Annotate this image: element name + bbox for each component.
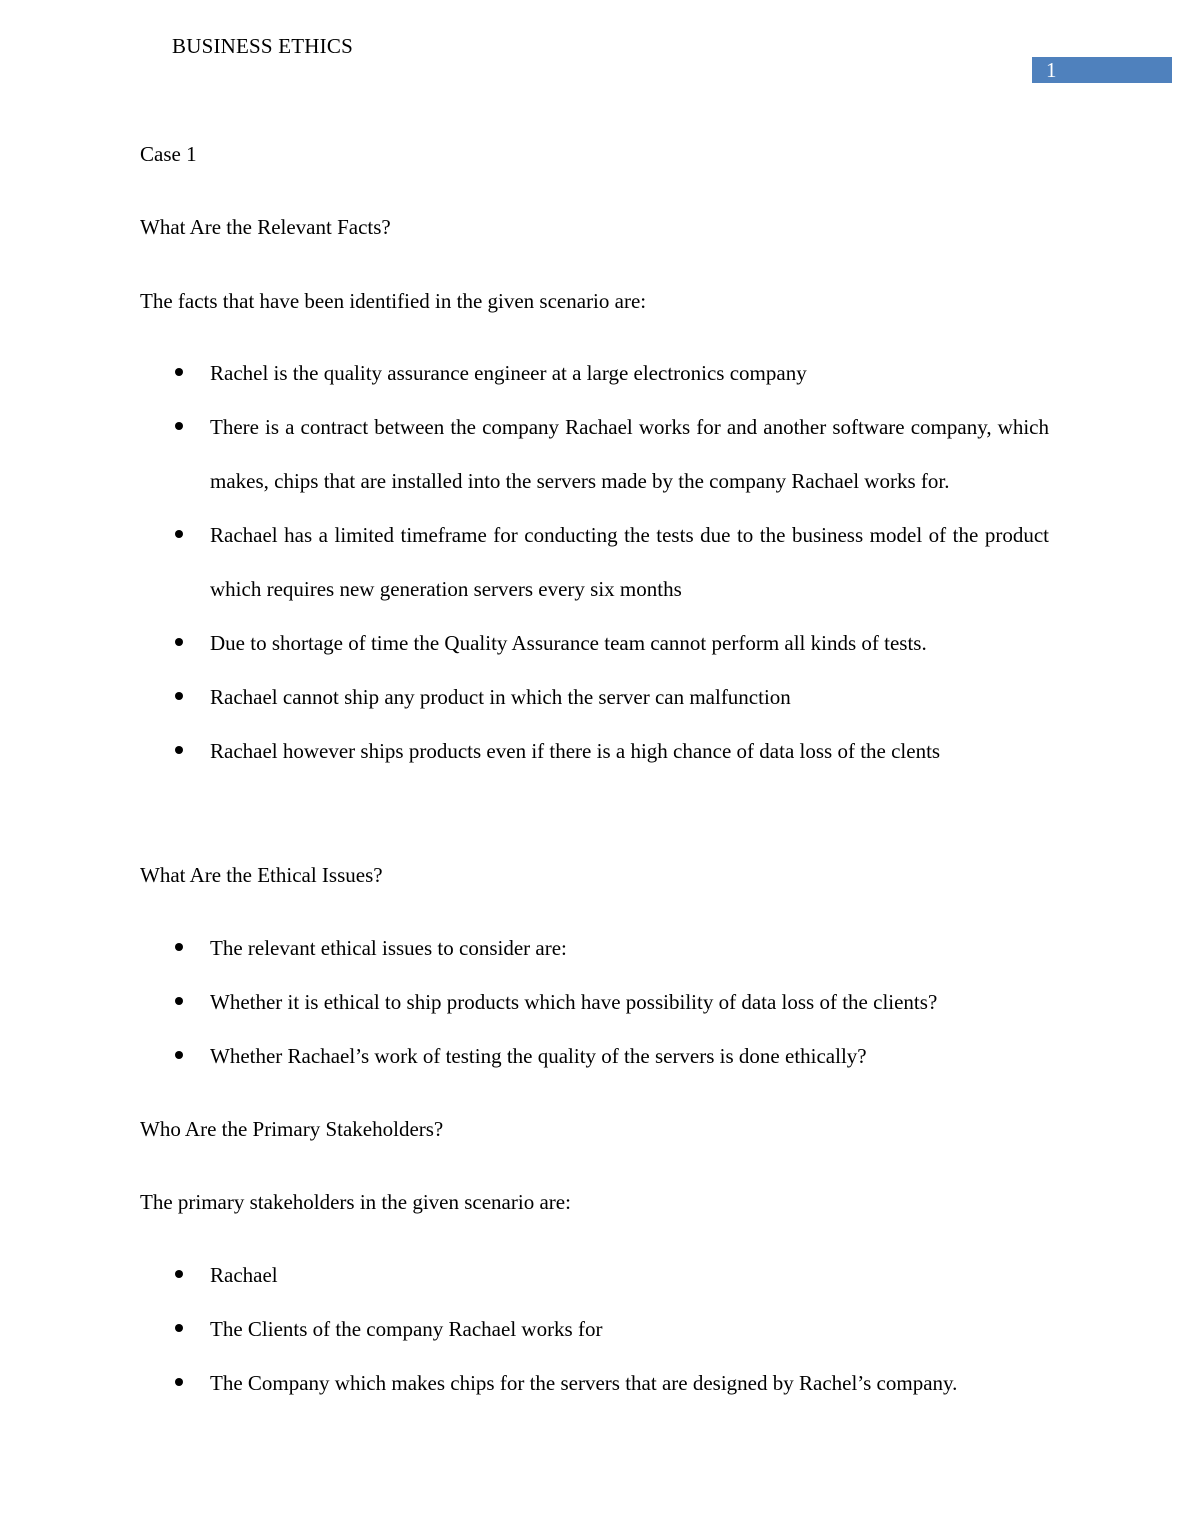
list-item-text: Rachael [210,1263,278,1287]
list-item-text: Rachel is the quality assurance engineer at a large electronics company [210,361,807,385]
bullet-icon [175,1378,183,1386]
list-item [0,1029,1049,1083]
list-item [0,921,1049,975]
bullet-icon [175,1051,183,1059]
page-number-badge [1032,57,1172,83]
list-item-text: The Company which makes chips for the servers that are designed by Rachel’s company. [210,1371,958,1395]
bullet-icon [175,1324,183,1332]
bullet-icon [175,692,183,700]
list-item [0,616,1049,670]
list-item [0,400,1049,508]
stakeholders-list [0,1248,1049,1410]
header-title: BUSINESS ETHICS [172,34,353,58]
stakeholders-intro: The primary stakeholders in the given scenario are: [140,1190,571,1214]
bullet-icon [175,368,183,376]
list-item-text: There is a contract between the company Rachael works for and another software company, which makes, chips that are installed into the servers made by the company Rachael works for. [210,415,1049,493]
facts-heading: What Are the Relevant Facts? [140,215,391,239]
list-item [0,670,1049,724]
list-item-text: Whether it is ethical to ship products which have possibility of data loss of the clients? [210,990,938,1014]
stakeholders-heading: Who Are the Primary Stakeholders? [140,1117,444,1141]
list-item-text: The relevant ethical issues to consider are: [210,936,567,960]
facts-list [0,346,1049,778]
issues-list [0,921,1049,1083]
facts-intro: The facts that have been identified in the given scenario are: [140,289,647,313]
list-item [0,724,1049,778]
bullet-icon [175,746,183,754]
page-number: 1 [1046,58,1057,82]
bullet-icon [175,943,183,951]
list-item-text: Due to shortage of time the Quality Assurance team cannot perform all kinds of tests. [210,631,927,655]
list-item-text: The Clients of the company Rachael works for [210,1317,603,1341]
bullet-icon [175,530,183,538]
bullet-icon [175,997,183,1005]
bullet-icon [175,638,183,646]
case-heading: Case 1 [140,142,197,166]
list-item-text: Rachael cannot ship any product in which the server can malfunction [210,685,791,709]
list-item [0,508,1049,616]
list-item-text: Rachael has a limited timeframe for conducting the tests due to the business model of the product which requires new generation servers every six months [210,523,1049,601]
issues-heading: What Are the Ethical Issues? [140,863,383,887]
bullet-icon [175,1270,183,1278]
list-item [0,1248,1049,1302]
list-item [0,975,1049,1029]
list-item [0,1302,1049,1356]
list-item [0,1356,1049,1410]
bullet-icon [175,422,183,430]
list-item [0,346,1049,400]
list-item-text: Rachael however ships products even if there is a high chance of data loss of the clents [210,739,941,763]
list-item-text: Whether Rachael’s work of testing the quality of the servers is done ethically? [210,1044,867,1068]
